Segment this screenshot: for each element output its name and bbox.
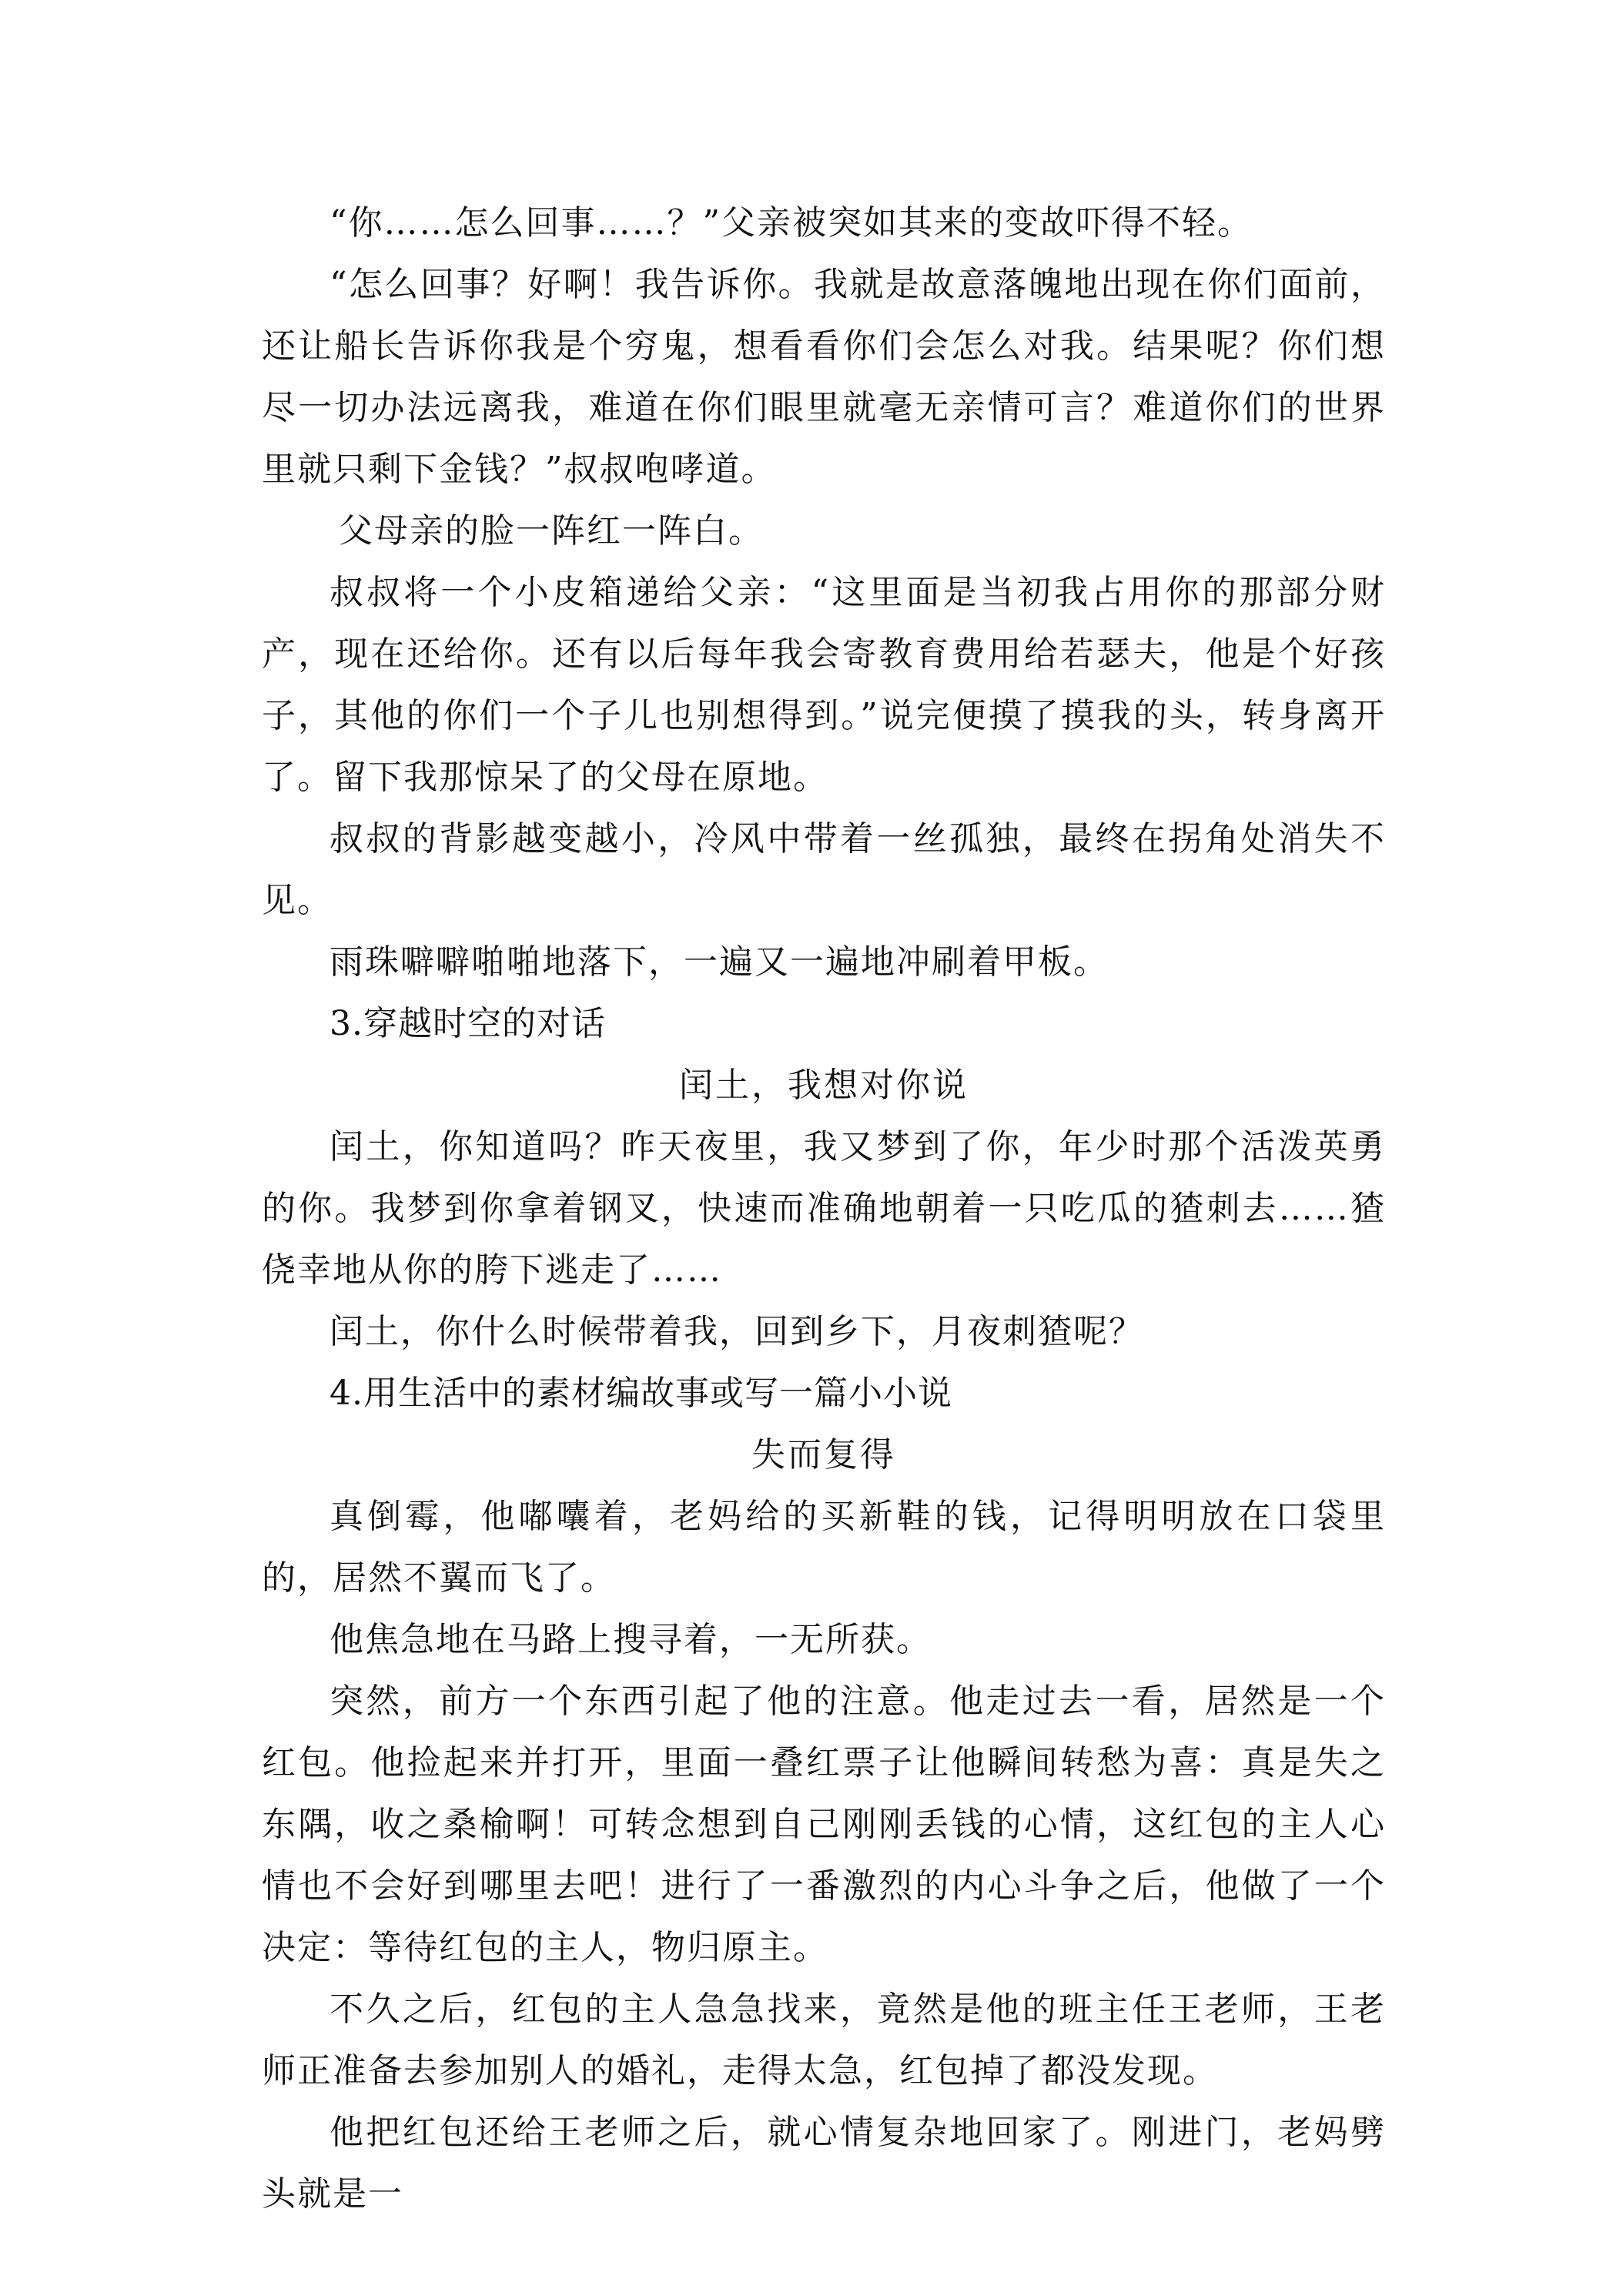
paragraph: 真倒霉，他嘟囔着，老妈给的买新鞋的钱，记得明明放在口袋里的，居然不翼而飞了。 — [262, 1497, 1386, 1598]
section-heading: 4.用生活中的素材编故事或写一篇小小说 — [330, 1374, 952, 1413]
paragraph: 闰土，你知道吗？昨天夜里，我又梦到了你，年少时那个活泼英勇的你。我梦到你拿着钢叉，快速而准确地朝着一只吃瓜的猹刺去……猹侥幸地从你的胯下逃走了…… — [262, 1127, 1386, 1290]
paragraph: 突然，前方一个东西引起了他的注意。他走过去一看，居然是一个红包。他捡起来并打开，里面一叠红票子让他瞬间转愁为喜：真是失之东隅，收之桑榆啊！可转念想到自己刚刚丢钱的心情，这红包的主人心情也不会好到哪里去吧！进行了一番激烈的内心斗争之后，他做了一个决定：等待红包的主人，物归原主。 — [262, 1682, 1386, 1967]
story-title: 闰土，我想对你说 — [679, 1066, 969, 1105]
paragraph: 他把红包还给王老师之后，就心情复杂地回家了。刚进门，老妈劈头就是一 — [262, 2113, 1386, 2214]
paragraph: 他焦急地在马路上搜寻着，一无所获。 — [330, 1620, 932, 1659]
paragraph: 不久之后，红包的主人急急找来，竟然是他的班主任王老师，王老师正准备去参加别人的婚礼，走得太急，红包掉了都没发现。 — [262, 1990, 1386, 2090]
paragraph: “你……怎么回事……？”父亲被突如其来的变故吓得不轻。 — [330, 203, 1253, 243]
paragraph: 叔叔的背影越变越小，冷风中带着一丝孤独，最终在拐角处消失不见。 — [262, 819, 1386, 920]
section-heading: 3.穿越时空的对话 — [330, 1004, 606, 1043]
document-body — [262, 192, 1386, 2225]
story-title: 失而复得 — [751, 1435, 896, 1474]
paragraph: 叔叔将一个小皮箱递给父亲：“这里面是当初我占用你的那部分财产，现在还给你。还有以后每年我会寄教育费用给若瑟夫，他是个好孩子，其他的你们一个子儿也别想得到。”说完便摸了摸我的头，转身离开了。留下我那惊呆了的父母在原地。 — [262, 573, 1386, 797]
paragraph: “怎么回事？好啊！我告诉你。我就是故意落魄地出现在你们面前，还让船长告诉你我是个穷鬼，想看看你们会怎么对我。结果呢？你们想尽一切办法远离我，难道在你们眼里就毫无亲情可言？难道你们的世界里就只剩下金钱？”叔叔咆哮道。 — [262, 265, 1386, 489]
paragraph: 闰土，你什么时候带着我，回到乡下，月夜刺猹呢？ — [330, 1312, 1144, 1351]
paragraph: 雨珠噼噼啪啪地落下，一遍又一遍地冲刷着甲板。 — [330, 942, 1109, 982]
paragraph: 父母亲的脸一阵红一阵白。 — [339, 511, 764, 551]
